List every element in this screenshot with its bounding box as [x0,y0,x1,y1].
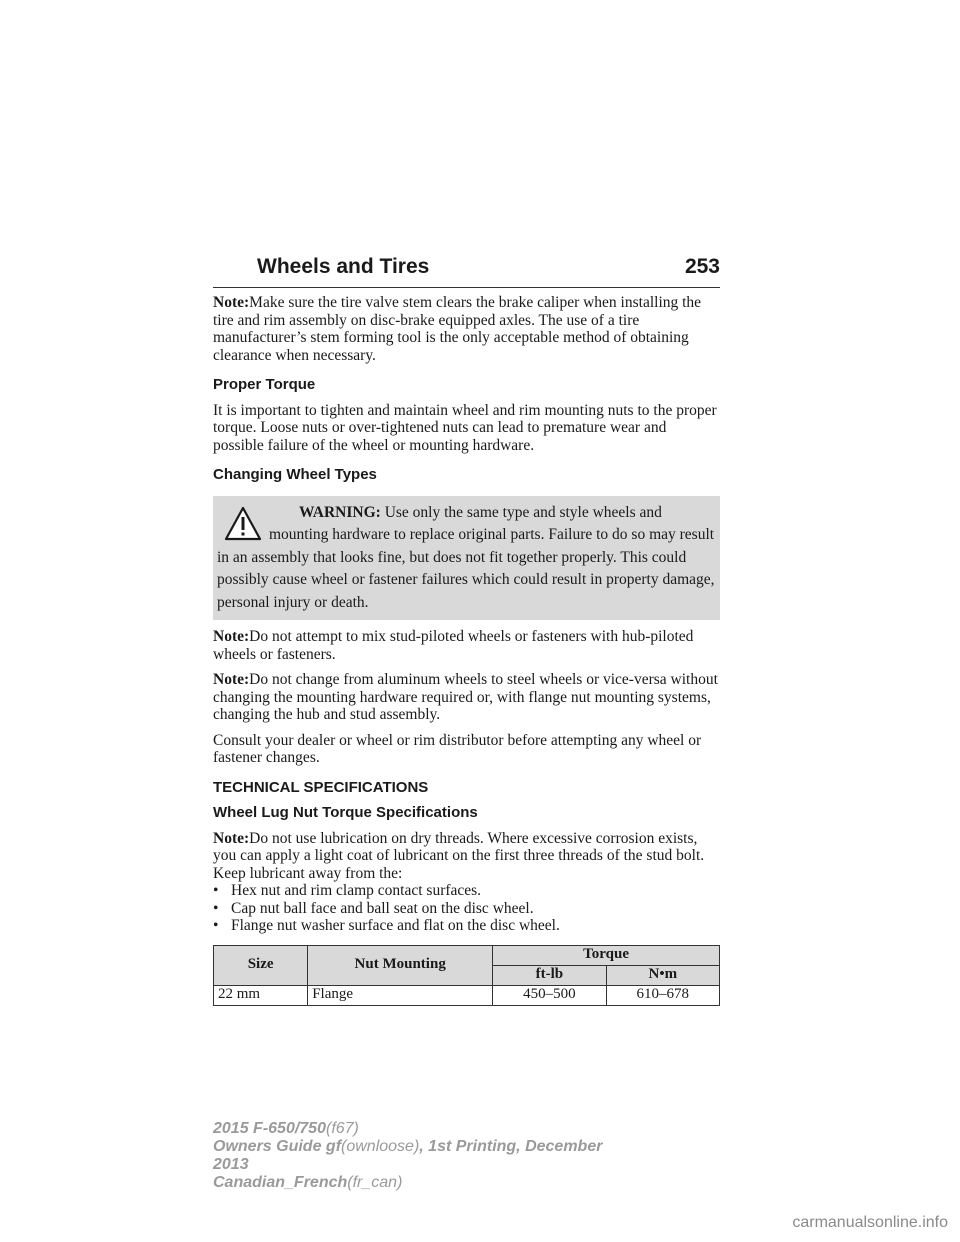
cell-nm: 610–678 [606,985,719,1005]
lubrication-bullet-list [213,882,720,935]
table-row [214,985,720,1005]
list-item: • Hex nut and rim clamp contact surfaces. [213,882,482,899]
bullet-icon: • [213,917,219,934]
page-header [213,253,720,288]
lug-nut-torque-heading: Wheel Lug Nut Torque Specifications [213,804,478,821]
list-item: • Flange nut washer surface and flat on the disc wheel. [213,917,560,934]
note-label: Note: [213,671,250,688]
bullet-icon: • [213,882,219,899]
page-body [213,294,720,1006]
technical-specifications-heading: TECHNICAL SPECIFICATIONS [213,778,429,796]
proper-torque-text: It is important to tighten and maintain wheel and rim mounting nuts to the proper torque. Loose nuts or over-tightened nuts can lead to premature wear and possible failure of the wheel or mounting hardware. [213,401,717,454]
torque-spec-table [213,945,720,1006]
note-lubrication [213,830,720,883]
warning-text: Use only the same type and style wheels and mounting hardware to replace original parts. Failure to do so may result in an assembly that looks fine, but does not fit together properly. This could possibly cause wheel or fastener failures which could result in property damage, personal injury or death. [217,503,715,611]
footer-line-2: Owners Guide gf(ownloose), 1st Printing, December 2013 [213,1138,603,1173]
col-size-header: Size [214,945,308,985]
footer-line-1: 2015 F-650/750(f67) [213,1120,359,1137]
col-ftlb-header: ft-lb [493,965,606,985]
col-nm-header: N•m [606,965,719,985]
cell-size: 22 mm [214,985,308,1005]
bullet-icon: • [213,899,219,917]
warning-label: WARNING: [299,503,381,521]
consult-dealer-text: Consult your dealer or wheel or rim distributor before attempting any wheel or fastener changes. [213,731,702,766]
note-text: Make sure the tire valve stem clears the brake caliper when installing the tire and rim assembly on disc-brake equipped axles. The use of a tire manufacturer’s stem forming tool is the only acceptable method of obtaining clearance when necessary. [213,294,702,364]
note-text: Do not use lubrication on dry threads. Where excessive corrosion exists, you can apply a light coat of lubricant on the first three threads of the stud bolt. Keep lubricant away from the: [213,829,705,882]
footer-line-3: Canadian_French(fr_can) [213,1174,403,1191]
page-number: 253 [684,255,720,278]
note-stud-piloted [213,628,720,663]
proper-torque-heading: Proper Torque [213,376,316,393]
print-footer [213,1120,633,1192]
note-text: Do not change from aluminum wheels to steel wheels or vice-versa without changing the mounting hardware required or, with flange nut mounting systems, changing the hub and stud assembly. [213,671,718,723]
cell-mount: Flange [308,985,493,1005]
section-title: Wheels and Tires [257,255,430,278]
note-text: Do not attempt to mix stud-piloted wheels or fasteners with hub-piloted wheels or fasteners. [213,628,694,663]
cell-ftlb: 450–500 [493,985,606,1005]
note-label: Note: [213,294,250,311]
note-valve-stem [213,294,720,364]
table-header-row [214,945,720,965]
col-nut-mounting-header: Nut Mounting [308,945,493,985]
col-torque-header: Torque [493,945,720,965]
warning-box [213,496,720,621]
note-label: Note: [213,628,250,645]
note-aluminum-wheels [213,671,720,724]
warning-triangle-icon [223,504,263,544]
list-item: • Cap nut ball face and ball seat on the disc wheel. [213,899,534,917]
watermark: carmanualsonline.info [792,1214,948,1231]
note-label: Note: [213,829,250,847]
changing-wheel-types-heading: Changing Wheel Types [213,466,377,483]
